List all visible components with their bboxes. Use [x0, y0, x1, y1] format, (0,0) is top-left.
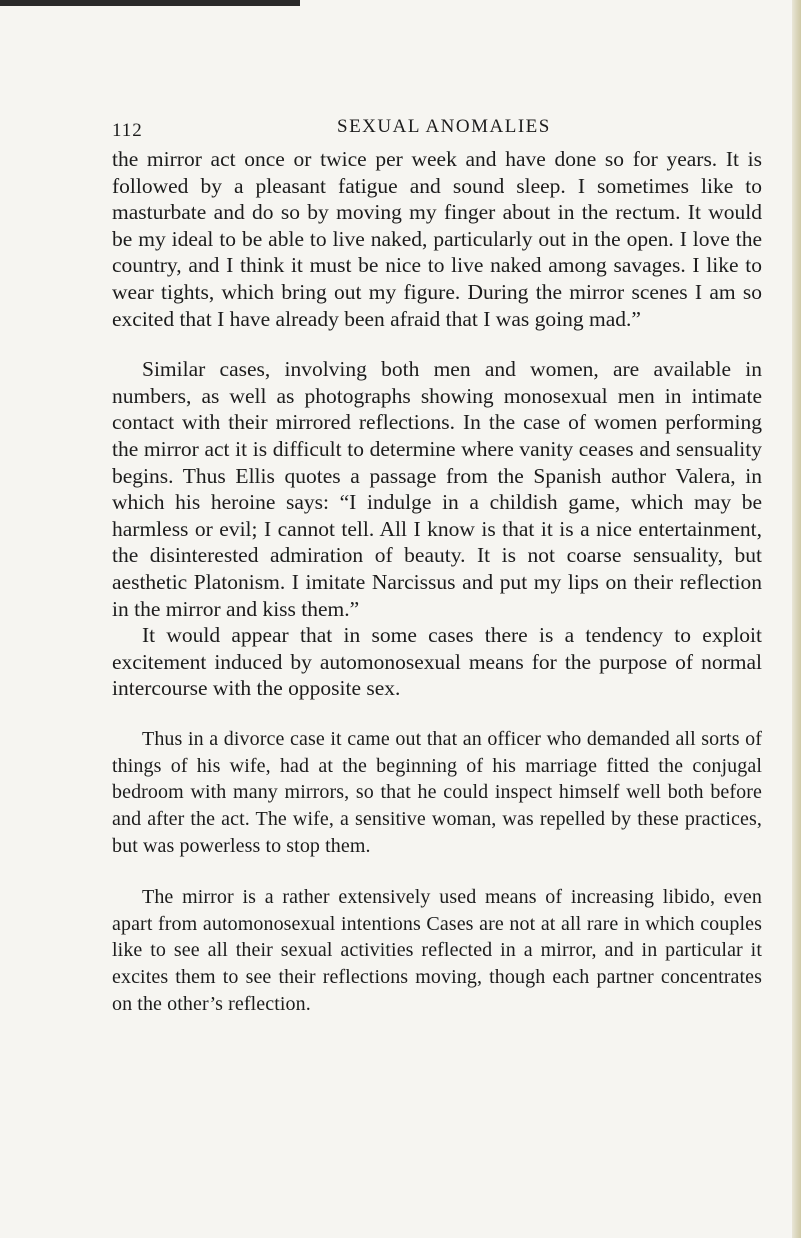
body-text [112, 146, 762, 1018]
top-edge-rule [0, 0, 300, 6]
paragraph-exploit-excitement: It would appear that in some cases there is a tendency to exploit excitement induced by automonosexual means for the purpose of normal intercourse with the opposite sex. [112, 623, 762, 701]
page-number: 112 [112, 120, 143, 141]
paragraph-similar-cases: Similar cases, involving both men and women, are available in numbers, as well as photographs showing monosexual men in intimate contact with their mirrored reflections. In the case of women performing the mirror act it is difficult to determine where vanity ceases and sensuality begins. Thus Ellis quotes a passage from the Spanish author Valera, in which his heroine says: “I indulge in a childish game, which may be harmless or evil; I cannot tell. All I know is that it is a nice entertainment, the disinterested admiration of beauty. It is not coarse sensuality, but aesthetic Platonism. I imitate Narcissus and put my lips on their reflection in the mirror and kiss them.” [112, 357, 762, 621]
page-edge-shadow [792, 0, 801, 1238]
running-title: SEXUAL ANOMALIES [337, 116, 551, 137]
paragraph-continued: the mirror act once or twice per week and have done so for years. It is followed by a pleasant fatigue and sound sleep. I sometimes like to masturbate and do so by moving my finger about in the rectum. It would be my ideal to be able to live naked, particularly out in the open. I love the country, and I think it must be nice to live naked among savages. I like to wear tights, which bring out my figure. During the mirror scenes I am so excited that I have already been afraid that I was going mad.” [112, 147, 762, 331]
paragraph-divorce-case: Thus in a divorce case it came out that an officer who demanded all sorts of things of his wife, had at the beginning of his marriage fitted the conjugal bedroom with many mirrors, so that he could inspect himself well both before and after the act. The wife, a sensitive woman, was repelled by these practices, but was powerless to stop them. [112, 727, 762, 858]
paragraph-mirror-libido: The mirror is a rather extensively used means of increasing libido, even apart from automonosexual intentions Cases are not at all rare in which couples like to see all their sexual activities reflected in a mirror, and in particular it excites them to see their reflections moving, though each partner concentrates on the other’s reflection. [112, 885, 762, 1016]
